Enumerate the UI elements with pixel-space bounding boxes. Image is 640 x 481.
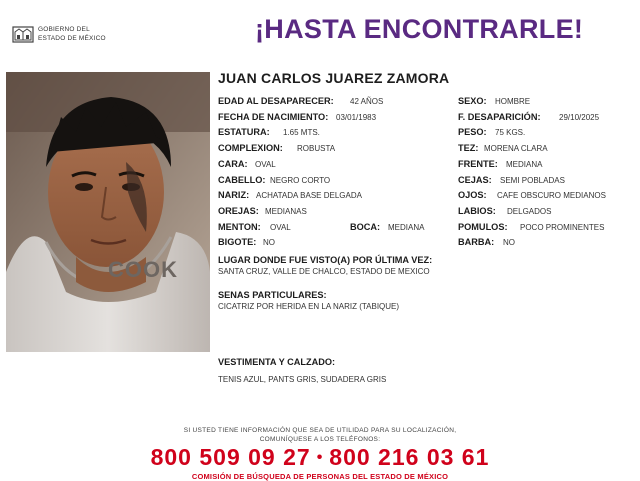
field-value: HOMBRE [495, 97, 531, 106]
gov-name-line2: ESTADO DE MÉXICO [38, 35, 106, 42]
field-label: MENTON: [218, 221, 261, 232]
last-seen-value: SANTA CRUZ, VALLE DE CHALCO, ESTADO DE MEXICO [218, 267, 430, 276]
clothing-label: VESTIMENTA Y CALZADO: [218, 357, 336, 367]
phone-numbers [0, 444, 640, 471]
info-line-1: SI USTED TIENE INFORMACIÓN QUE SEA DE UTILIDAD PARA SU LOCALIZACIÓN, [183, 427, 457, 434]
headline: ¡HASTA ENCONTRARLE! [255, 14, 584, 44]
field-value: 03/01/1983 [336, 112, 377, 122]
field-label: F. DESAPARICIÓN: [458, 111, 541, 122]
field-label: OJOS: [458, 190, 487, 201]
field-value: CAFE OBSCURO MEDIANOS [497, 191, 606, 201]
field-value: DELGADOS [507, 206, 552, 216]
field-label: EDAD AL DESAPARECER: [218, 96, 334, 106]
field-value: NO [263, 238, 275, 248]
field-label: PESO: [458, 127, 487, 138]
field-label: FRENTE: [458, 158, 498, 169]
hoodie-print-text: COOK [108, 257, 178, 282]
field-value: NO [503, 238, 515, 248]
field-label: BARBA: [458, 237, 495, 248]
field-label: COMPLEXION: [218, 143, 283, 154]
field-label: POMULOS: [458, 221, 508, 232]
field-label: CABELLO: [218, 174, 266, 185]
person-photo [6, 72, 210, 352]
person-name: JUAN CARLOS JUAREZ ZAMORA [218, 70, 450, 86]
field-value: OVAL [270, 222, 291, 232]
field-value: OVAL [255, 159, 276, 169]
last-seen-label: LUGAR DONDE FUE VISTO(A) POR ÚLTIMA VEZ: [218, 255, 433, 265]
field-label: FECHA DE NACIMIENTO: [218, 111, 329, 122]
state-shield-icon [12, 24, 34, 44]
field-label: BIGOTE: [218, 237, 257, 248]
field-value: 42 AÑOS [350, 97, 384, 106]
phone-number-2[interactable]: 800 216 03 61 [329, 444, 490, 470]
field-label: TEZ: [458, 143, 479, 154]
field-value: ROBUSTA [297, 144, 336, 154]
field-label: OREJAS: [218, 205, 259, 216]
field-value: 75 KGS. [495, 128, 526, 138]
gov-name-line1: GOBIERNO DEL [38, 26, 90, 33]
field-label: CARA: [218, 158, 248, 169]
info-line-2: COMUNÍQUESE A LOS TELÉFONOS: [259, 436, 381, 443]
field-value: ACHATADA BASE DELGADA [256, 191, 362, 201]
clothing-value: TENIS AZUL, PANTS GRIS, SUDADERA GRIS [218, 375, 387, 384]
field-label: NARIZ: [218, 190, 250, 201]
marks-label: SENAS PARTICULARES: [218, 290, 327, 300]
field-value-boca: MEDIANA [388, 223, 425, 232]
field-value: 29/10/2025 [559, 112, 600, 122]
field-label-boca: BOCA: [350, 222, 381, 232]
phone-separator: • [316, 449, 324, 466]
field-value: MEDIANAS [265, 206, 307, 216]
commission-name: COMISIÓN DE BÚSQUEDA DE PERSONAS DEL ESTADO DE MÉXICO [191, 472, 449, 481]
field-label: SEXO: [458, 96, 487, 106]
field-value: MORENA CLARA [484, 144, 548, 154]
field-value: NEGRO CORTO [270, 175, 331, 185]
marks-value: CICATRIZ POR HERIDA EN LA NARIZ (TABIQUE) [218, 302, 400, 311]
field-label: CEJAS: [458, 174, 492, 185]
field-value: 1.65 MTS. [283, 128, 320, 138]
field-value: SEMI POBLADAS [500, 175, 565, 185]
phone-number-1[interactable]: 800 509 09 27 [150, 444, 311, 470]
field-label: ESTATURA: [218, 127, 270, 138]
field-label: LABIOS: [458, 205, 496, 216]
field-value: POCO PROMINENTES [520, 222, 605, 232]
field-value: MEDIANA [506, 159, 543, 169]
